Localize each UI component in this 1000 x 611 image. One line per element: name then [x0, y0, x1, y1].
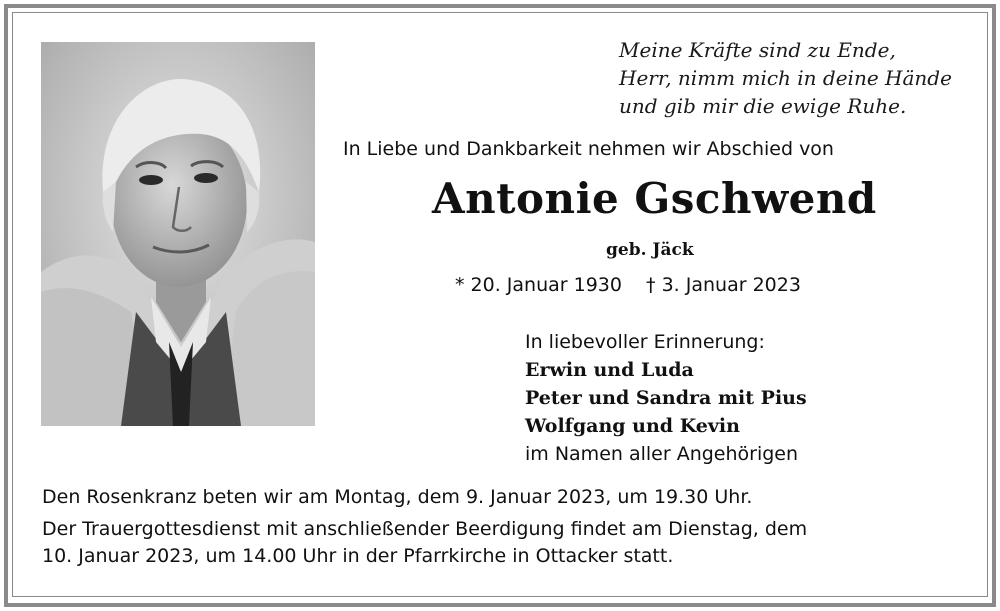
- mourner-name: Erwin und Luda: [525, 359, 694, 381]
- portrait-photo: [41, 42, 315, 426]
- mourner-name: Peter und Sandra mit Pius: [525, 387, 807, 409]
- funeral-line: 10. Januar 2023, um 14.00 Uhr in der Pfarrkirche in Ottacker statt.: [42, 545, 674, 567]
- verse-line: Meine Kräfte sind zu Ende,: [619, 38, 896, 62]
- rosary-notice: Den Rosenkranz beten wir am Montag, dem 9. Januar 2023, um 19.30 Uhr.: [42, 486, 753, 508]
- birth-name: geb. Jäck: [606, 240, 694, 260]
- deceased-name: Antonie Gschwend: [432, 174, 877, 223]
- mourners-block: [525, 328, 807, 468]
- service-info: [42, 484, 942, 570]
- mourner-name: Wolfgang und Kevin: [525, 415, 740, 437]
- mourners-closing: im Namen aller Angehörigen: [525, 443, 799, 465]
- portrait-illustration: [41, 42, 315, 426]
- death-date: † 3. Januar 2023: [646, 274, 801, 296]
- funeral-line: Der Trauergottesdienst mit anschließender Beerdigung findet am Dienstag, dem: [42, 518, 808, 540]
- life-dates: [455, 274, 819, 296]
- verse: [619, 36, 952, 120]
- intro-text: In Liebe und Dankbarkeit nehmen wir Abschied von: [343, 138, 834, 160]
- mourners-heading: In liebevoller Erinnerung:: [525, 331, 765, 353]
- verse-line: und gib mir die ewige Ruhe.: [619, 94, 907, 118]
- birth-date: * 20. Januar 1930: [455, 274, 622, 296]
- funeral-notice: [42, 516, 942, 570]
- verse-line: Herr, nimm mich in deine Hände: [619, 66, 952, 90]
